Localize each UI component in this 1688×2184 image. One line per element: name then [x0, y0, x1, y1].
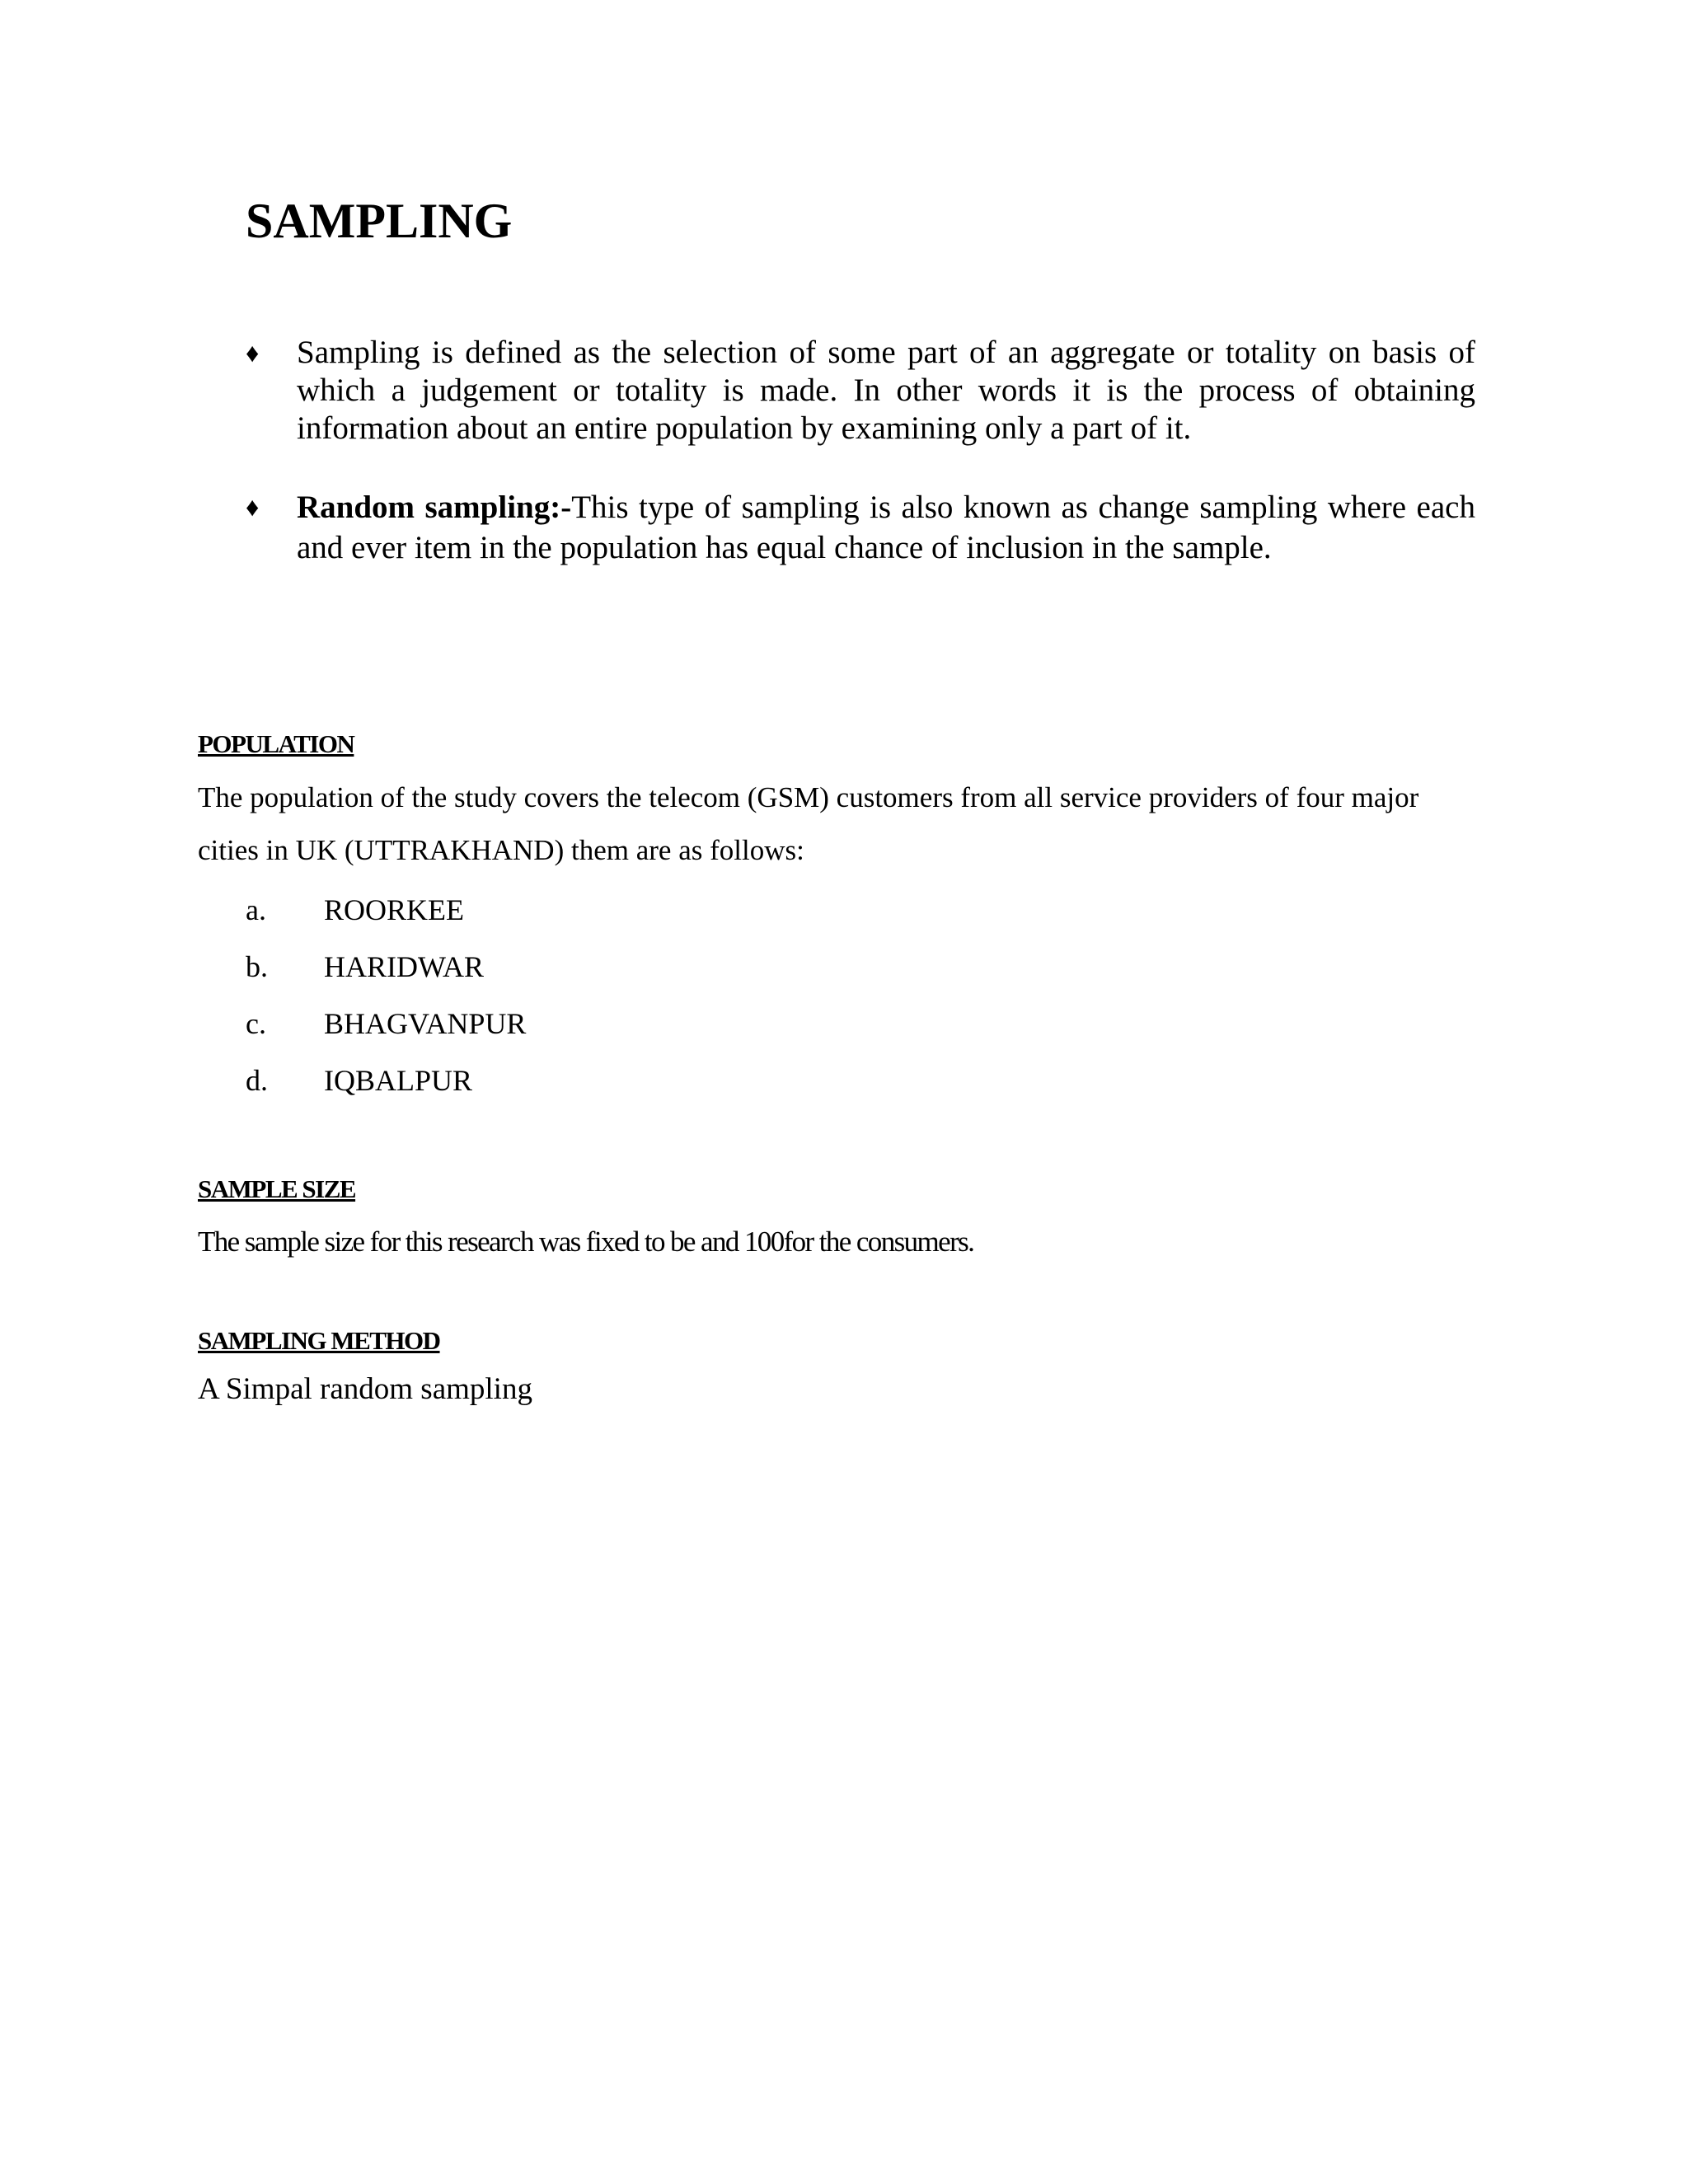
list-item-letter: d.	[246, 1064, 268, 1097]
city-list	[246, 882, 526, 1109]
list-item	[246, 939, 526, 996]
list-item	[246, 882, 526, 939]
city-name: BHAGVANPUR	[324, 1007, 527, 1040]
sampling-method-text: A Simpal random sampling	[198, 1372, 532, 1406]
city-name: HARIDWAR	[324, 950, 484, 983]
city-name: IQBALPUR	[324, 1064, 473, 1097]
diamond-bullet-icon: ♦	[246, 492, 260, 522]
page-title: SAMPLING	[246, 194, 513, 248]
bullet-list	[246, 334, 1475, 607]
population-text: The population of the study covers the telecom (GSM) customers from all service providers of four major cities in UK (UTTRAKHAND) them are as follows:	[198, 781, 1419, 866]
sample-size-heading: SAMPLE SIZE	[198, 1174, 356, 1203]
sample-size-text: The sample size for this research was fixed to be and 100for the consumers.	[198, 1226, 974, 1258]
list-item	[246, 1052, 526, 1109]
population-heading: POPULATION	[198, 729, 354, 758]
list-item-letter: a.	[246, 893, 266, 926]
sampling-method-heading: SAMPLING METHOD	[198, 1326, 440, 1355]
bullet-item-definition	[246, 334, 1475, 448]
list-item-letter: b.	[246, 950, 268, 983]
random-sampling-text: This type of sampling is also known as change sampling where each and ever item in the population has equal chance of inclusion in the sample.	[297, 490, 1475, 565]
definition-text: Sampling is defined as the selection of some part of an aggregate or totality on basis of which a judgement or totality is made. In other words it is the process of obtaining information about an entire population by examining only a part of it.	[297, 335, 1475, 446]
random-sampling-term: Random sampling:-	[297, 490, 572, 525]
list-item	[246, 996, 526, 1052]
diamond-bullet-icon: ♦	[246, 338, 260, 368]
bullet-item-random-sampling	[246, 487, 1475, 568]
list-item-letter: c.	[246, 1007, 266, 1040]
city-name: ROORKEE	[324, 893, 464, 926]
